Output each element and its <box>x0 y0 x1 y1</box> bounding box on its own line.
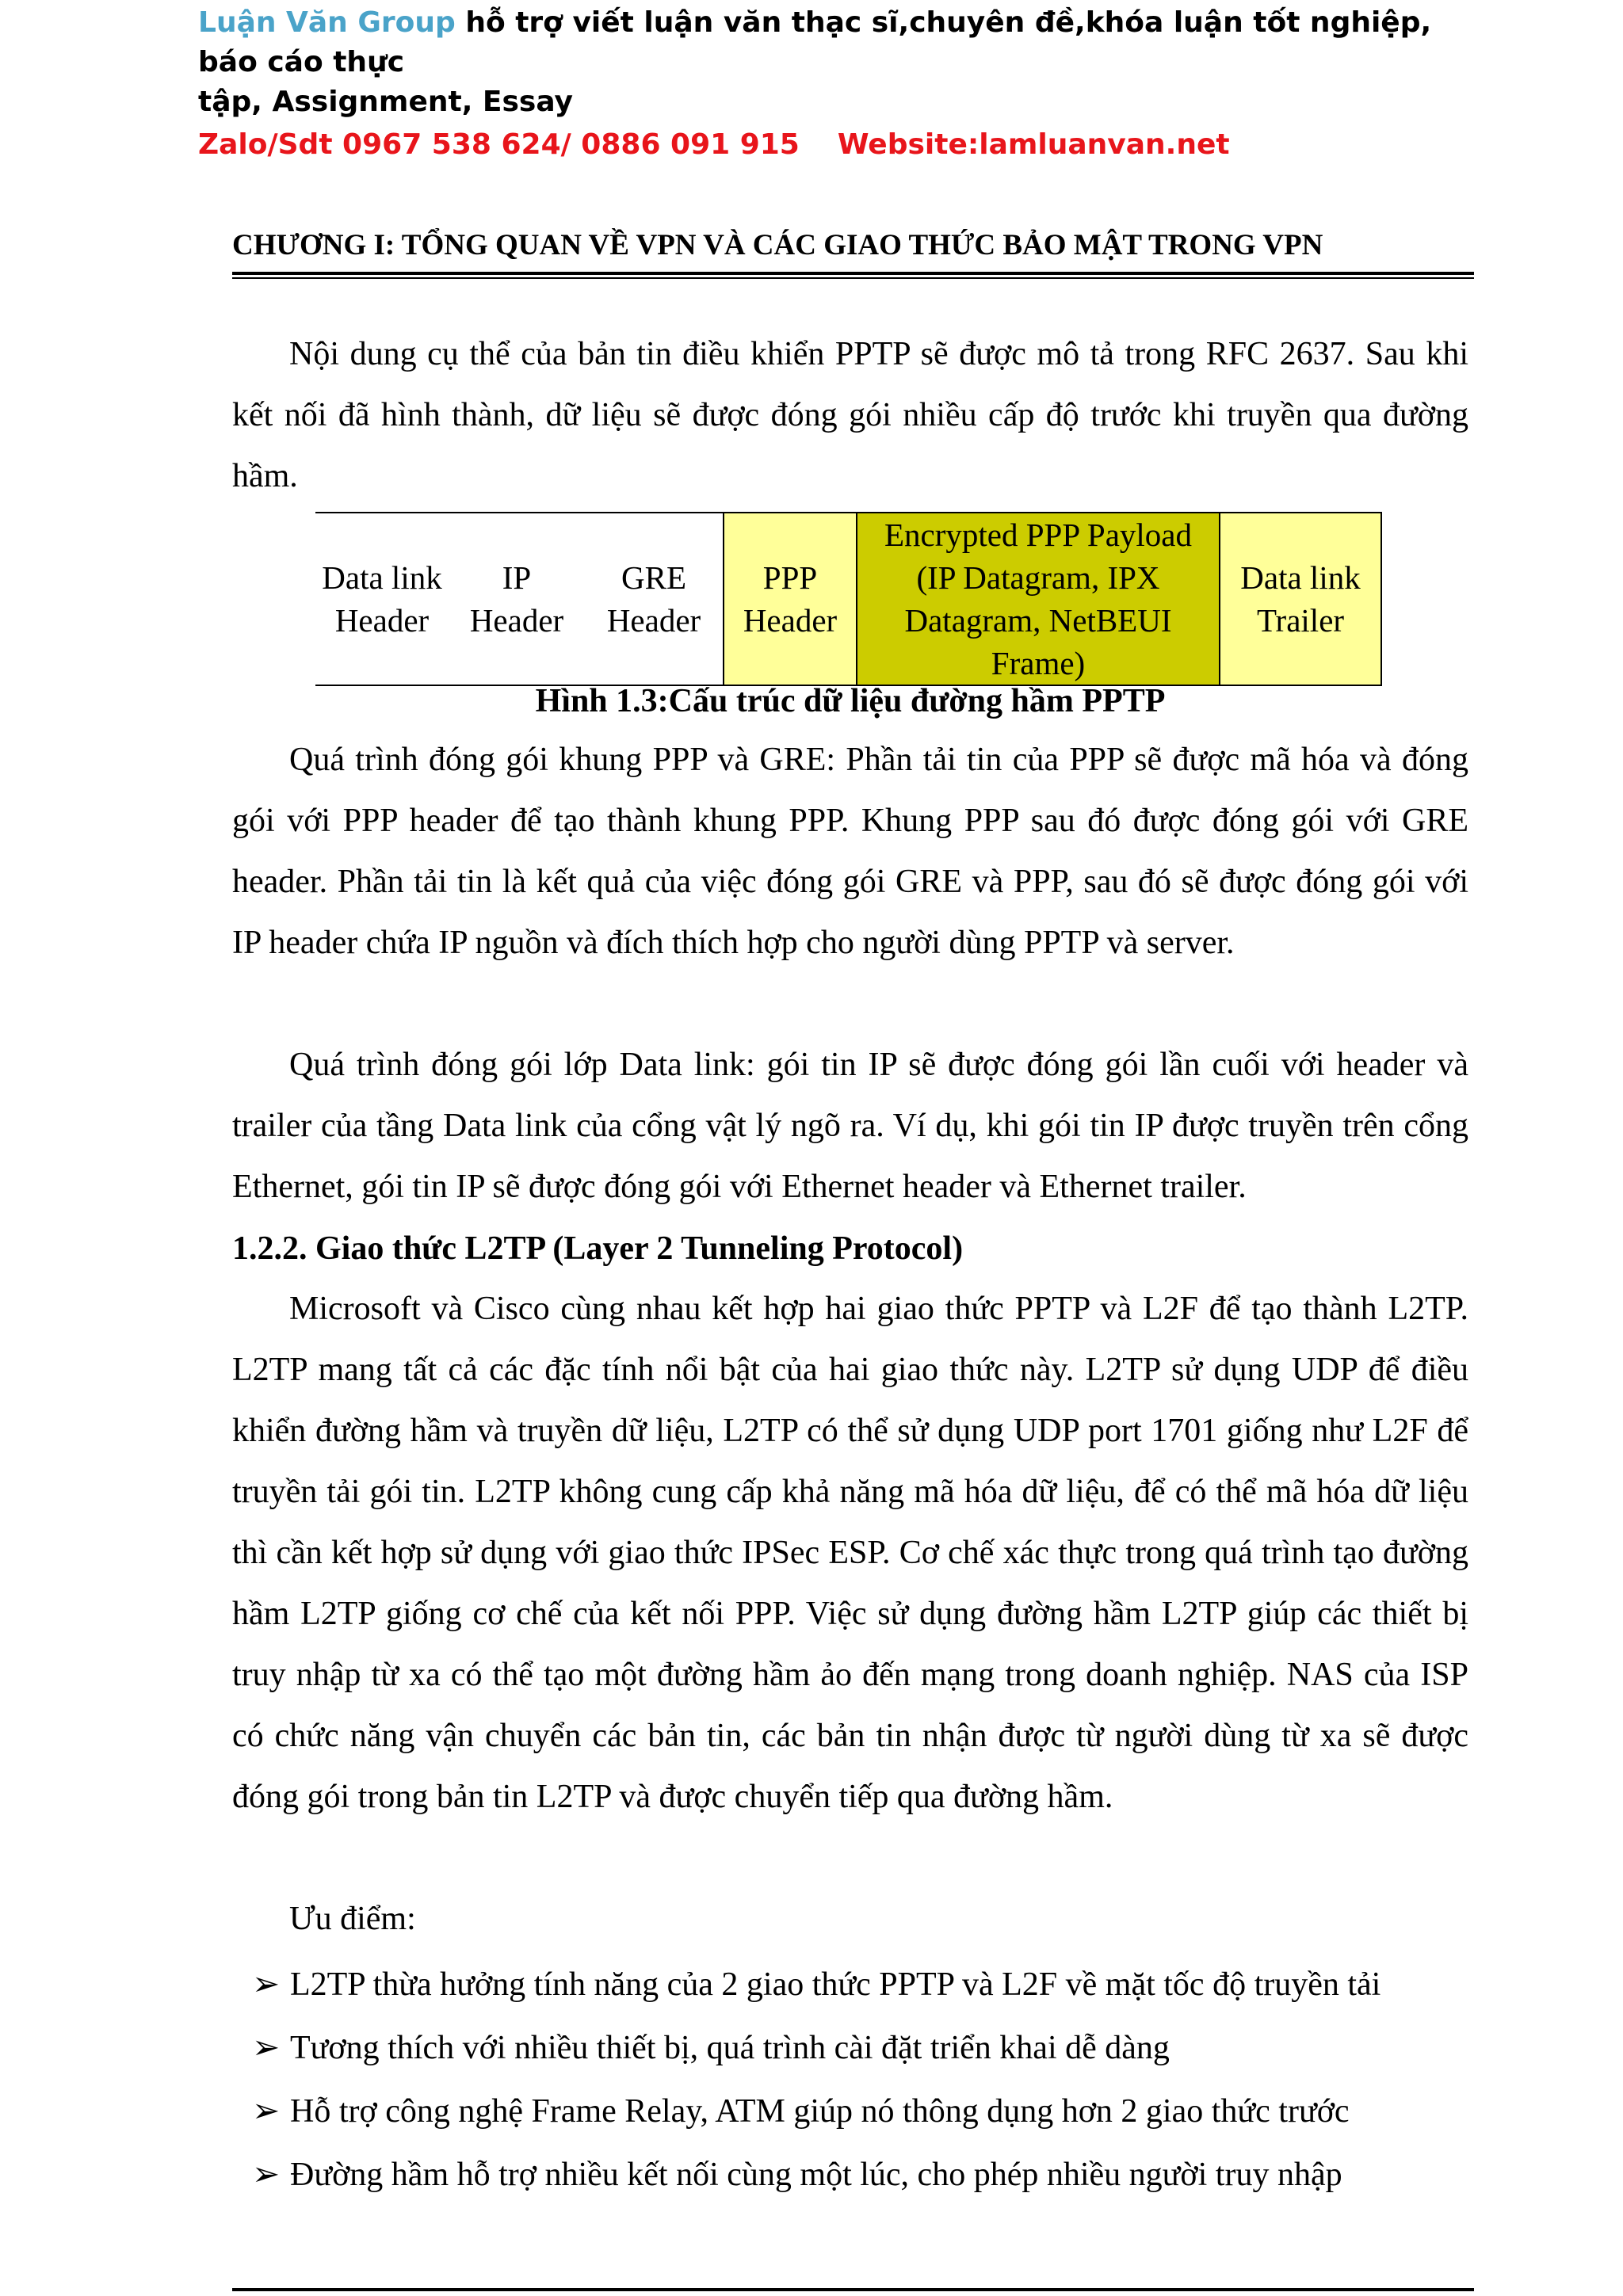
website-link[interactable]: Website:lamluanvan.net <box>837 128 1230 161</box>
banner-tagline: hỗ trợ viết luận văn thạc sĩ,chuyên đề,khóa luận tốt nghiệp, báo cáo thực <box>198 6 1432 78</box>
banner-contact-line <box>198 125 1498 165</box>
cell-ppp-header: PPP Header <box>724 513 857 685</box>
datalink-paragraph <box>232 1035 1468 1218</box>
cell-datalink-trailer: Data link Trailer <box>1220 513 1381 685</box>
intro-paragraph <box>232 324 1468 507</box>
cell-ip-header: IP Header <box>449 513 585 685</box>
advantages-label-text: Ưu điểm: <box>289 1901 416 1937</box>
arrow-bullet-icon: ➢ <box>252 2157 281 2193</box>
figure-caption: Hình 1.3:Cấu trúc dữ liệu đường hầm PPTP <box>535 683 1166 719</box>
advantage-item <box>252 2020 1170 2076</box>
cell-gre-header: GRE Header <box>585 513 724 685</box>
l2tp-text: Microsoft và Cisco cùng nhau kết hợp hai giao thức PPTP và L2F để tạo thành L2TP. L2TP mang tất cả các đặc tính nổi bật của hai giao thức này. L2TP sử dụng UDP để điều khiển đường hầm và truyền dữ liệu, L2TP có thể sử dụng UDP port 1701 giống như L2F để truyền tải gói tin. L2TP không cung cấp khả năng mã hóa dữ liệu, để có thể mã hóa dữ liệu thì cần kết hợp sử dụng với giao thức IPSec ESP. Cơ chế xác thực trong quá trình tạo đường hầm L2TP giống cơ chế của kết nối PPP. Việc sử dụng đường hầm L2TP giúp các thiết bị truy nhập từ xa có thể tạo một đường hầm ảo đến mạng trong doanh nghiệp. NAS của ISP có chức năng vận chuyển các bản tin, các bản tin nhận được từ người dùng từ xa sẽ được đóng gói trong bản tin L2TP và được chuyển tiếp qua đường hầm. <box>232 1291 1468 1815</box>
cell-encrypted-payload: Encrypted PPP Payload (IP Datagram, IPX Datagram, NetBEUI Frame) <box>857 513 1220 685</box>
advantage-text: L2TP thừa hưởng tính năng của 2 giao thức PPTP và L2F về mặt tốc độ truyền tải <box>290 1966 1381 2003</box>
arrow-bullet-icon: ➢ <box>252 2093 281 2130</box>
ppp-gre-text: Quá trình đóng gói khung PPP và GRE: Phần tải tin của PPP sẽ được mã hóa và đóng gói với PPP header để tạo thành khung PPP. Khung PPP sau đó được đóng gói với GRE header. Phần tải tin là kết quả của việc đóng gói GRE và PPP, sau đó sẽ được đóng gói với IP header chứa IP nguồn và đích thích hợp cho người dùng PPTP và server. <box>232 742 1468 961</box>
datalink-text: Quá trình đóng gói lớp Data link: gói tin IP sẽ được đóng gói lần cuối với header và trailer của tầng Data link của cổng vật lý ngõ ra. Ví dụ, khi gói tin IP được truyền trên cổng Ethernet, gói tin IP sẽ được đóng gói với Ethernet header và Ethernet trailer. <box>232 1047 1468 1205</box>
site-banner <box>198 3 1498 165</box>
banner-line-1 <box>198 3 1498 82</box>
advantage-item <box>252 2084 1350 2139</box>
chapter-title: CHƯƠNG I: TỔNG QUAN VỀ VPN VÀ CÁC GIAO THỨC BẢO MẬT TRONG VPN <box>232 229 1323 261</box>
section-heading: 1.2.2. Giao thức L2TP (Layer 2 Tunneling Protocol) <box>232 1230 964 1267</box>
advantage-text: Đường hầm hỗ trợ nhiều kết nối cùng một lúc, cho phép nhiều người truy nhập <box>290 2157 1342 2193</box>
brand-name: Luận Văn Group <box>198 6 456 39</box>
arrow-bullet-icon: ➢ <box>252 2030 281 2066</box>
l2tp-paragraph <box>232 1279 1468 1828</box>
advantage-text: Hỗ trợ công nghệ Frame Relay, ATM giúp nó thông dụng hơn 2 giao thức trước <box>290 2093 1350 2130</box>
header-rule-thin <box>232 277 1474 279</box>
footer-rule <box>232 2288 1474 2291</box>
ppp-gre-paragraph <box>232 730 1468 974</box>
advantage-text: Tương thích với nhiều thiết bị, quá trình cài đặt triển khai dễ dàng <box>290 2030 1170 2066</box>
header-rule <box>232 272 1474 275</box>
intro-text: Nội dung cụ thể của bản tin điều khiển PPTP sẽ được mô tả trong RFC 2637. Sau khi kết nối đã hình thành, dữ liệu sẽ được đóng gói nhiều cấp độ trước khi truyền qua đường hầm. <box>232 336 1468 494</box>
contact-phone: Zalo/Sdt 0967 538 624/ 0886 091 915 <box>198 128 800 161</box>
arrow-bullet-icon: ➢ <box>252 1966 281 2003</box>
pptp-data-structure-figure <box>315 512 1382 686</box>
cell-datalink-header: Data link Header <box>315 513 449 685</box>
advantage-item <box>252 1957 1381 2012</box>
banner-line-2: tập, Assignment, Essay <box>198 86 574 118</box>
advantages-label <box>232 1889 1468 1950</box>
advantage-item <box>252 2147 1342 2203</box>
